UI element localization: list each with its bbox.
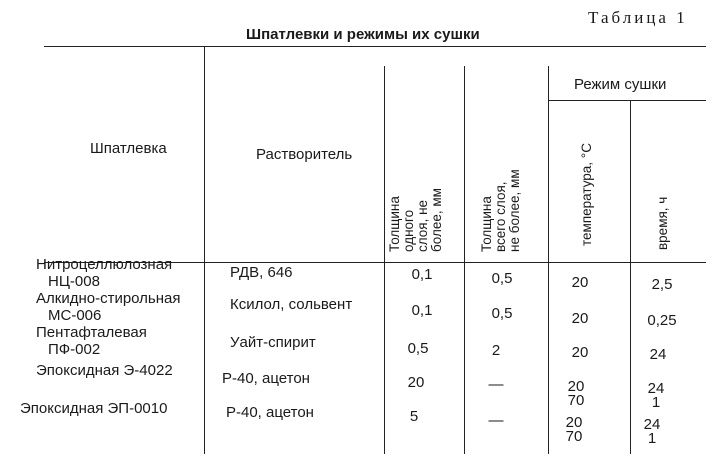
header-layer-line: Толщина: [387, 196, 402, 252]
row-total: 0,5: [491, 305, 513, 322]
header-total-thickness: [480, 169, 522, 252]
row-layer: 0,1: [411, 302, 433, 319]
header-time: время, ч: [655, 196, 670, 250]
table-title: Шпатлевки и режимы их сушки: [246, 26, 480, 43]
table-number: Таблица 1: [588, 8, 688, 27]
header-drying-mode: Режим сушки: [574, 76, 667, 93]
row-name: [36, 256, 172, 290]
row-solvent: РДВ, 646: [230, 264, 293, 281]
row-temp: [544, 416, 604, 444]
row-time-line: 24: [647, 380, 665, 397]
header-layer-line: более, мм: [429, 188, 444, 252]
row-solvent: Р-40, ацетон: [226, 404, 314, 421]
header-solvent: Растворитель: [256, 146, 353, 163]
row-name: Эпоксидная ЭП-0010: [20, 400, 168, 417]
row-name-line: Нитроцеллюлозная: [36, 256, 173, 273]
row-temp: [546, 380, 606, 408]
row-layer: 0,1: [411, 266, 433, 283]
row-name-line: Алкидно-стирольная: [36, 290, 181, 307]
row-layer: 0,5: [407, 340, 429, 357]
row-temp-line: 70: [567, 392, 585, 409]
header-layer-thickness: [388, 188, 444, 252]
row-total: —: [488, 376, 504, 393]
table-top-rule: [44, 46, 706, 47]
row-total: 0,5: [491, 270, 513, 287]
row-name: [36, 290, 181, 324]
row-solvent: Ксилол, сольвент: [230, 296, 353, 313]
row-name-line: Пентафталевая: [36, 324, 147, 341]
row-temp-line: 20: [567, 378, 585, 395]
row-temp-line: 20: [565, 414, 583, 431]
header-putty: Шпатлевка: [90, 140, 167, 157]
drying-mode-rule: [548, 100, 706, 101]
header-total-line: всего слоя,: [493, 181, 508, 252]
row-time: 0,25: [647, 312, 677, 329]
row-time: 2,5: [651, 276, 673, 293]
row-total: 2: [491, 342, 501, 359]
col-divider-2: [384, 66, 385, 454]
row-name: [36, 324, 147, 358]
row-time-line: 24: [643, 416, 661, 433]
row-time-line: 1: [647, 430, 657, 447]
row-total: —: [488, 412, 504, 429]
row-name: Эпоксидная Э-4022: [36, 362, 173, 379]
row-name-line: МС-006: [48, 307, 102, 324]
row-solvent: Уайт-спирит: [230, 334, 316, 351]
row-solvent: Р-40, ацетон: [222, 370, 310, 387]
header-total-line: Толщина: [479, 196, 494, 252]
header-layer-line: слоя, не: [415, 199, 430, 252]
row-temp: 20: [571, 344, 589, 361]
header-layer-line: одного: [401, 209, 416, 252]
header-total-line: не более, мм: [507, 169, 522, 252]
row-layer: 5: [409, 408, 419, 425]
row-layer: 20: [407, 374, 425, 391]
row-time-line: 1: [651, 394, 661, 411]
row-temp: 20: [571, 310, 589, 327]
header-temperature: температура, °С: [579, 143, 594, 246]
row-name-line: НЦ-008: [48, 273, 100, 290]
row-temp: 20: [571, 274, 589, 291]
row-time: [622, 418, 682, 446]
col-divider-3: [464, 66, 465, 454]
row-time: 24: [649, 346, 667, 363]
col-divider-1: [204, 46, 205, 454]
row-temp-line: 70: [565, 428, 583, 445]
row-name-line: ПФ-002: [48, 341, 101, 358]
row-time: [626, 382, 686, 410]
